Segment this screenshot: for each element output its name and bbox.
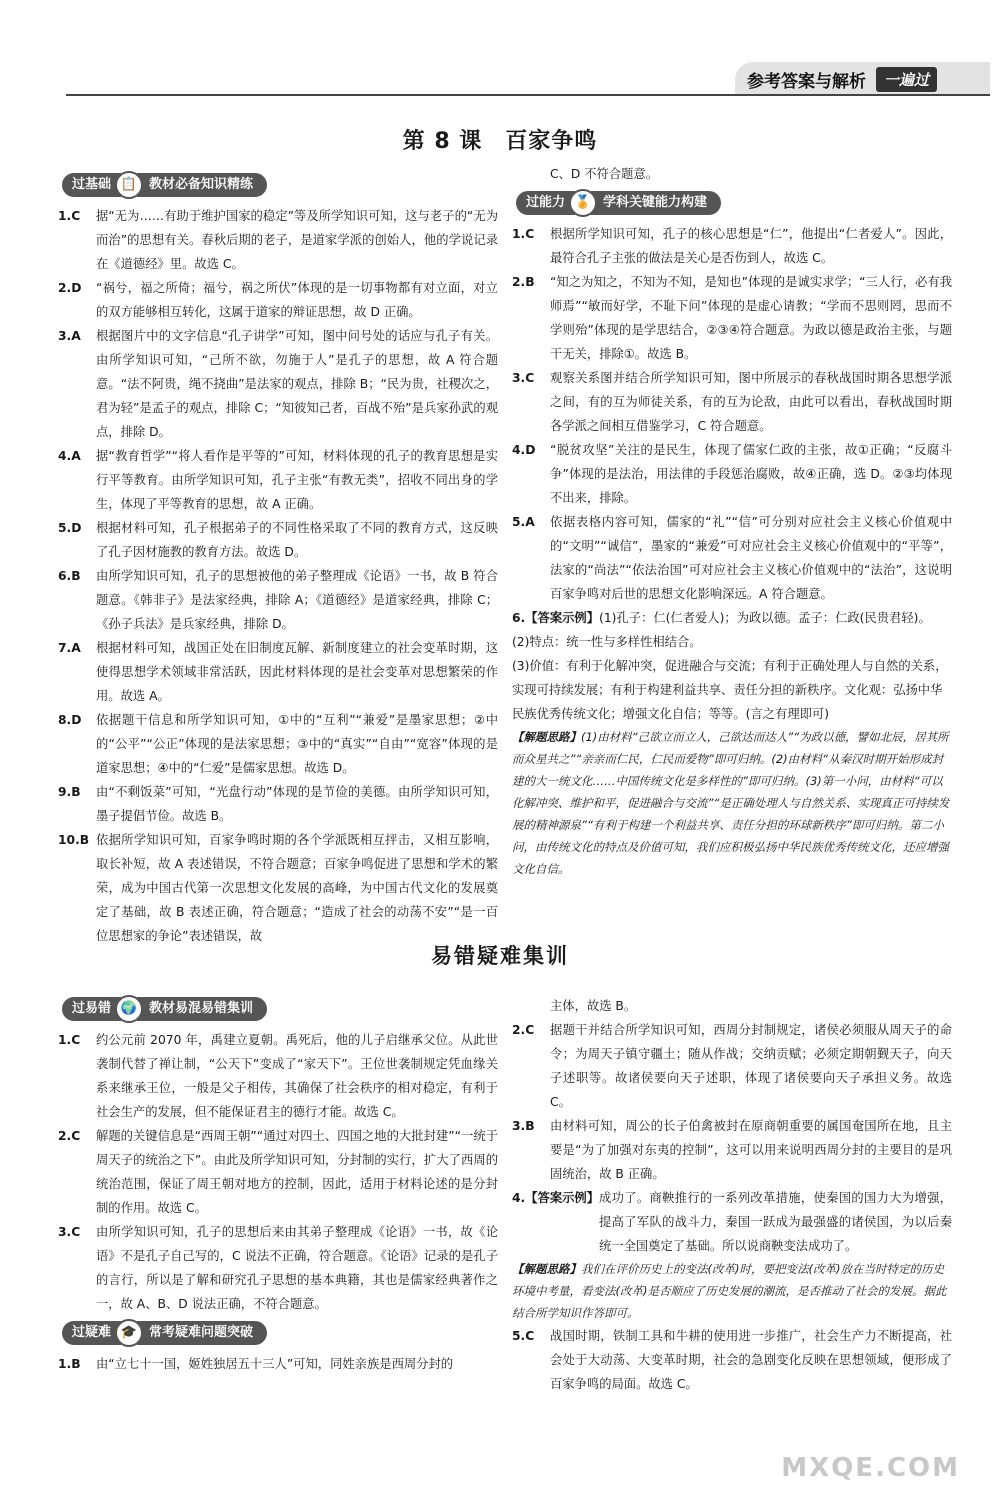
watermark: MXQE.COM — [781, 1453, 960, 1483]
section-difficult-tag: 过疑难 — [62, 1321, 121, 1345]
answer-item: 10.B 依据所学知识可知，百家争鸣时期的各个学派既相互抨击，又相互影响，取长补短，故 A 表述错误，不符合题意；百家争鸣促进了思想和学术的繁荣，成为中国古代第一次思想文化发展的高峰，为中国古代文化的发展奠定了基础，故 B 表述正确，符合题意；“造成了社会的动荡不安”“是一百位思想家的争论”表述错误，故 — [58, 833, 498, 943]
section-difficult-title: 常考疑难问题突破 — [137, 1321, 267, 1345]
answer-item: 4.A 据“教育哲学”“将人看作是平等的”可知，材料体现的孔子的教育思想是实行平等教育。由所学知识可知，孔子主张“有教无类”，招收不同出身的学生，体现了平等教育的思想，故 A 正确。 — [58, 449, 498, 511]
answer-item: 5.D 根据材料可知，孔子根据弟子的不同性格采取了不同的教育方式，这反映了孔子因材施教的教育方法。故选 D。 — [58, 521, 498, 559]
header-title: 参考答案与解析 — [747, 71, 866, 92]
right-column-bottom — [512, 994, 952, 1396]
section-basic-title: 教材必备知识精练 — [137, 173, 267, 197]
section-basic-tag: 过基础 — [62, 173, 121, 197]
section-mistakes-title: 教材易混易错集训 — [137, 997, 267, 1021]
clipboard-icon: 📋 — [115, 171, 143, 199]
answer-item: 2.D “祸兮，福之所倚；福兮，祸之所伏”体现的是一切事物都有对立面，对立的双方能够相互转化，这属于道家的辩证思想，故 D 正确。 — [58, 281, 498, 319]
left-column-bottom — [58, 992, 498, 1376]
medal-icon: 🏅 — [569, 189, 597, 217]
answer-item: 4.D “脱贫攻坚”关注的是民生，体现了儒家仁政的主张，故①正确；“反腐斗争”体现的是法治，用法律的手段惩治腐败，故④正确，选 D。②③均体现不出来，排除。 — [512, 443, 952, 505]
answer-item: 2.C 解题的关键信息是“西周王朝”“通过对四土、四国之地的大批封建”“一统于周天子的统治之下”。由此及所学知识可知，分封制的实行，扩大了西周的统治范围，保证了周王朝对地方的控制，因此，适用于材料论述的是分封制的作用。故选 C。 — [58, 1129, 498, 1215]
answer-item: 3.C 观察关系图并结合所学知识可知，图中所展示的春秋战国时期各思想学派之间，有的互为师徒关系，有的互为论敌，由此可以看出，春秋战国时期各学派之间相互借鉴学习，C 符合题意。 — [512, 371, 952, 433]
left-column-top — [58, 168, 498, 948]
section-basic — [62, 172, 498, 198]
continued-text: 主体，故选 B。 — [550, 999, 637, 1013]
answer-item: 5.A 依据表格内容可知，儒家的“礼”“信”可分别对应社会主义核心价值观中的“文明”“诚信”，墨家的“兼爱”可对应社会主义核心价值观中的“平等”，法家的“尚法”“依法治国”可对应社会主义核心价值观中的“法治”，这说明百家争鸣对后世的思想文化影响深远。A 符合题意。 — [512, 515, 952, 601]
globe-icon: 🌍 — [115, 995, 143, 1023]
section-difficult — [62, 1320, 498, 1346]
answer-item: 9.B 由“不剩饭菜”可知，“光盘行动”体现的是节俭的美德。由所学知识可知，墨子提倡节俭。故选 B。 — [58, 785, 498, 823]
header-series: 一遍过 — [876, 67, 937, 92]
answer-item: 2.B “知之为知之，不知为不知，是知也”体现的是诚实求学；“三人行，必有我师焉”“敏而好学，不耻下问”体现的是虚心请教；“学而不思则罔，思而不学则殆”体现的是学思结合，②③④符合题意。为政以德是政治主张，与题干无关，排除①。故选 B。 — [512, 275, 952, 361]
answer-example-4: 4.【答案示例】 成功了。商鞅推行的一系列改革措施，使秦国的国力大为增强，提高了军队的战斗力，秦国一跃成为最强盛的诸侯国，为以后秦统一全国奠定了基础。所以说商鞅变法成功了。 — [512, 1191, 952, 1253]
answer-item: 3.A 根据图片中的文字信息“孔子讲学”可知，图中问号处的话应与孔子有关。由所学知识可知，“己所不欲，勿施于人”是孔子的思想，故 A 符合题意。“法不阿贵，绳不挠曲”是法家的观点，排除 B；“民为贵，社稷次之，君为轻”是孟子的观点，排除 C；“知彼知己者，百战不殆”是兵家孙武的观点，排除 D。 — [58, 329, 498, 439]
section-ability-title: 学科关键能力构建 — [591, 191, 721, 215]
header-tab — [735, 62, 990, 96]
answer-item: 6.B 由所学知识可知，孔子的思想被他的弟子整理成《论语》一书，故 B 符合题意。《韩非子》是法家经典，排除 A；《道德经》是道家经典，排除 C；《孙子兵法》是兵家经典，排除 D。 — [58, 569, 498, 631]
solution-hint-4: 【解题思路】我们在评价历史上的变法(改革)时，要把变法(改革)放在当时特定的历史环境中考量，看变法(改革)是否顺应了历史发展的潮流，是否推动了社会的发展。据此结合所学知识作答即可。 — [512, 1262, 947, 1320]
section-mistakes-tag: 过易错 — [62, 997, 121, 1021]
answer-item: 5.C 战国时期，铁制工具和牛耕的使用进一步推广，社会生产力不断提高，社会处于大动荡、大变革时期，社会的急剧变化反映在思想领域，便形成了百家争鸣的局面。故选 C。 — [512, 1329, 952, 1391]
right-column-top — [512, 162, 952, 880]
answer-item: 1.C 约公元前 2070 年，禹建立夏朝。禹死后，他的儿子启继承父位。从此世袭制代替了禅让制，“公天下”变成了“家天下”。王位世袭制规定凭血缘关系来继承王位，一般是父子相传，其确保了社会秩序的相对稳定，有利于社会生产的发展，但不能保证君主的德行才能。故选 C。 — [58, 1033, 498, 1119]
section-mistakes — [62, 996, 498, 1022]
answer-item: 1.C 据“无为……有助于维护国家的稳定”等及所学知识可知，这与老子的“无为而治”的思想有关。春秋后期的老子，是道家学派的创始人，他的学说记录在《道德经》里。故选 C。 — [58, 209, 498, 271]
section-ability — [516, 190, 952, 216]
header-rule — [66, 94, 990, 96]
answer-item: 7.A 根据材料可知，战国正处在旧制度瓦解、新制度建立的社会变革时期，这使得思想学术领域非常活跃，因此材料体现的是社会变革对思想繁荣的作用。故选 A。 — [58, 641, 498, 703]
section-ability-tag: 过能力 — [516, 191, 575, 215]
answer-item: 1.B 由“立七十一国，姬姓独居五十三人”可知，同姓亲族是西周分封的 — [58, 1357, 454, 1371]
answer-item: 1.C 根据所学知识可知，孔子的核心思想是“仁”，他提出“仁者爱人”。因此，最符合孔子主张的做法是关心是否伤到人，故选 C。 — [512, 227, 952, 265]
answer-item: 2.C 据题干并结合所学知识可知，西周分封制规定，诸侯必须服从周天子的命令；为周天子镇守疆土；随从作战；交纳贡赋；必须定期朝觐天子，向天子述职等。故诸侯要向天子述职，体现了诸侯要向天子承担义务。故选 C。 — [512, 1023, 952, 1109]
answer-item: 3.B 由材料可知，周公的长子伯禽被封在原商朝重要的属国奄国所在地，且主要是“为了加强对东夷的控制”，这可以用来说明西周分封的主要目的是巩固统治，故 B 正确。 — [512, 1119, 952, 1181]
answer-item: 3.C 由所学知识可知，孔子的思想后来由其弟子整理成《论语》一书，故《论语》不是孔子自己写的，C 说法不正确，符合题意。《论语》记录的是孔子的言行，所以是了解和研究孔子思想的基本典籍，其也是儒家经典著作之一，故 A、B、D 说法正确，不符合题意。 — [58, 1225, 498, 1311]
page-title: 第 8 课 百家争鸣 — [402, 129, 598, 154]
answer-example-6: 6.【答案示例】(1)孔子：仁(仁者爱人)；为政以德。孟子：仁政(民贵君轻)。 (2)特点：统一性与多样性相结合。 (3)价值：有利于化解冲突，促进融合与交流；有利于正确处理人与自然的关系，实现可持续发展；有利于构建利益共享、责任分担的新秩序。文化观：弘扬中华民族优秀传统文化；增强文化自信；等等。(言之有理即可) 【解题思路】(1)由材料“己欲立而立人，己欲达而达人”“为政以德，譬如北辰，居其所而众星共之”“亲亲而仁民，仁民而爱物”即可归纳。(2)由材料“从秦汉时期开始形成封建的大一统文化……中国传统文化是多样性的”即可归纳。(3)第一小问，由材料“可以化解冲突、维护和平，促进融合与交流”“是正确处理人与自然关系、实现真正可持续发展的精神源泉”“有利于构建一个利益共享、责任分担的环球新秩序”即可归纳。第二小问，由传统文化的特点及价值可知，我们应积极弘扬中华民族优秀传统文化，还应增强文化自信。 — [512, 611, 950, 876]
answer-item: 8.D 依据题干信息和所学知识可知，①中的“互利”“兼爱”是墨家思想；②中的“公平”“公正”体现的是法家思想；③中的“真实”“自由”“宽容”体现的是道家思想；④中的“仁爱”是儒家思想。故选 D。 — [58, 713, 498, 775]
graduation-icon: 🎓 — [115, 1319, 143, 1347]
section-title-errors: 易错疑难集训 — [431, 944, 569, 968]
continued-text: C、D 不符合题意。 — [550, 167, 659, 181]
